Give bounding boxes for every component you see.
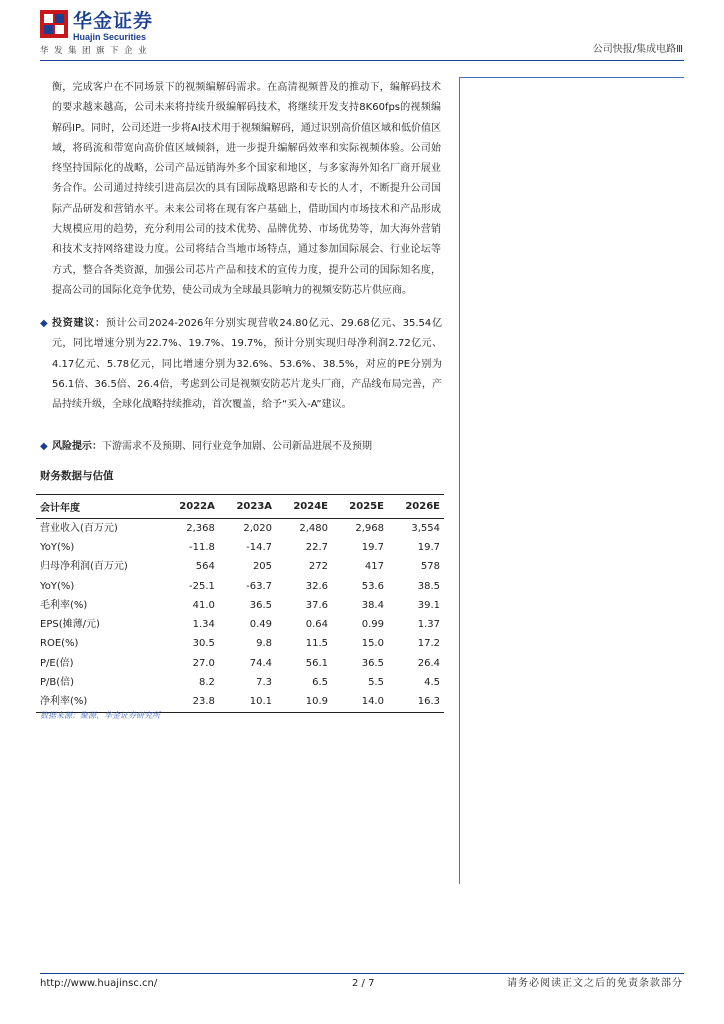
row-label-cell: YoY(%) bbox=[40, 541, 75, 553]
value-cell: 36.5 bbox=[361, 657, 384, 669]
value-cell: 15.0 bbox=[361, 638, 384, 650]
table-row bbox=[36, 635, 444, 654]
disclaimer-note: 请务必阅读正文之后的免责条款部分 bbox=[507, 978, 683, 989]
table-row bbox=[36, 558, 444, 577]
header-cell: 会计年度 bbox=[36, 495, 162, 519]
risk-warning bbox=[40, 437, 442, 457]
company-logo bbox=[40, 10, 170, 44]
value-cell: 8.2 bbox=[198, 677, 215, 689]
value-cell: 39.1 bbox=[417, 599, 440, 611]
header-cell: 2024E bbox=[276, 495, 332, 519]
huajin-logo-icon bbox=[40, 10, 68, 38]
value-cell: 38.5 bbox=[417, 580, 440, 592]
invest-text: 预计公司2024-2026年分别实现营收24.80亿元、29.68亿元、35.54亿元，同比增速分别为22.7%、19.7%、19.7%，预计分别实现归母净利润2.72亿元、4.17亿元、5.78亿元，同比增速分别为32.6%、53.6%、38.5%，对应的PE分别为56.1倍、36.5倍、26.4倍，考虑到公司是视频安防芯片龙头厂商，产品线布局完善，产品持续升级，全球化战略持续推动，首次覆盖，给予“买入-A”建议。 bbox=[52, 318, 443, 411]
value-cell: -63.7 bbox=[246, 580, 273, 592]
table-row bbox=[36, 519, 444, 539]
row-label-cell: 营业收入(百万元) bbox=[40, 522, 118, 534]
value-cell: 3,554 bbox=[411, 522, 440, 534]
value-cell: 30.5 bbox=[192, 638, 215, 650]
table-row bbox=[36, 596, 444, 615]
value-cell: 5.5 bbox=[368, 677, 384, 689]
value-cell: 2,968 bbox=[355, 522, 384, 534]
value-cell: 36.5 bbox=[249, 599, 273, 611]
sidebar-top-border bbox=[459, 77, 684, 78]
row-label-cell: P/E(倍) bbox=[40, 657, 74, 669]
value-cell: 578 bbox=[420, 561, 440, 573]
value-cell: 2,368 bbox=[186, 522, 215, 534]
value-cell: 14.0 bbox=[332, 693, 388, 713]
value-cell: 564 bbox=[195, 561, 215, 573]
header-cell: 2022A bbox=[162, 495, 219, 519]
body-paragraph: 衡，完成客户在不同场景下的视频编解码需求。在高清视频普及的推动下，编解码技术的要求越来越高，公司未来将持续升级编解码技术，将继续开发支持8K60fps的视频编解码IP。同时，公司还进一步将AI技术用于视频编解码，通过识别高价值区域和低价值区域，将码流和带宽向高价值区域倾斜，进一步提升编解码效率和实际视频体验。公司始终坚持国际化的战略，公司产品远销海外多个国家和地区，与多家海外知名厂商开展业务合作。公司通过持续引进高层次的具有国际战略思路和专长的人才，不断提升公司国际产品研发和营销水平。未来公司将在现有客户基础上，借助国内市场技术和产品形成大规模应用的趋势，充分利用公司的技术优势、品牌优势、市场优势等，加大海外营销和技术支持网络建设力度。公司将结合当地市场特点，通过参加国际展会、行业论坛等方式，整合各类资源，加强公司芯片产品和技术的宣传力度，提升公司的国际知名度，提高公司的国际化竞争优势，使公司成为全球最具影响力的视频安防芯片供应商。 bbox=[52, 82, 441, 296]
table-row bbox=[36, 673, 444, 692]
logo-en-text: Huajin Securities bbox=[73, 32, 147, 42]
value-cell: 23.8 bbox=[162, 693, 219, 713]
value-cell: 0.99 bbox=[361, 619, 384, 631]
risk-label: 风险提示： bbox=[52, 441, 102, 452]
page-number: 2 / 7 bbox=[352, 978, 375, 989]
investment-advice bbox=[40, 314, 442, 415]
data-source: 数据来源：聚源、华金证券研究所 bbox=[40, 711, 160, 720]
value-cell: 32.6 bbox=[305, 580, 328, 592]
value-cell: 7.3 bbox=[256, 677, 273, 689]
footer-url[interactable]: http://www.huajinsc.cn/ bbox=[40, 978, 158, 989]
value-cell: 27.0 bbox=[192, 657, 215, 669]
value-cell: 38.4 bbox=[361, 599, 384, 611]
value-cell: 19.7 bbox=[361, 541, 384, 553]
value-cell: 272 bbox=[308, 561, 328, 573]
logo-cn-text: 华金证券 bbox=[73, 10, 154, 32]
table-row bbox=[36, 693, 444, 713]
value-cell: 4.5 bbox=[424, 677, 440, 689]
invest-label: 投资建议： bbox=[52, 318, 106, 329]
value-cell: 10.1 bbox=[219, 693, 276, 713]
sidebar-divider bbox=[459, 78, 460, 884]
value-cell: 22.7 bbox=[305, 541, 328, 553]
value-cell: 1.34 bbox=[192, 619, 215, 631]
header-cell: 2026E bbox=[388, 495, 444, 519]
value-cell: 19.7 bbox=[417, 541, 440, 553]
value-cell: 0.49 bbox=[249, 619, 273, 631]
diamond-bullet-icon: ◆ bbox=[40, 318, 48, 329]
header-cell: 2023A bbox=[219, 495, 276, 519]
row-label-cell: ROE(%) bbox=[40, 638, 79, 650]
value-cell: 205 bbox=[252, 561, 273, 573]
value-cell: 16.3 bbox=[388, 693, 444, 713]
value-cell: 2,020 bbox=[243, 522, 273, 534]
financial-table bbox=[36, 494, 444, 713]
table-header-row bbox=[36, 495, 444, 519]
value-cell: 53.6 bbox=[361, 580, 384, 592]
risk-text: 下游需求不及预期、同行业竞争加剧、公司新品进展不及预期 bbox=[102, 441, 372, 452]
value-cell: 1.37 bbox=[417, 619, 440, 631]
table-title: 财务数据与估值 bbox=[40, 470, 114, 482]
value-cell: 26.4 bbox=[417, 657, 440, 669]
value-cell: -14.7 bbox=[246, 541, 273, 553]
value-cell: 11.5 bbox=[305, 638, 328, 650]
value-cell: -11.8 bbox=[188, 541, 215, 553]
slogan: 华发集团旗下企业 bbox=[40, 46, 153, 56]
header-cell: 2025E bbox=[332, 495, 388, 519]
report-category: 公司快报/集成电路Ⅲ bbox=[592, 44, 683, 55]
value-cell: 41.0 bbox=[192, 599, 215, 611]
diamond-bullet-icon: ◆ bbox=[40, 441, 48, 452]
row-label-cell: EPS(摊薄/元) bbox=[40, 619, 100, 631]
footer-divider bbox=[40, 973, 684, 974]
row-label-cell: P/B(倍) bbox=[40, 677, 75, 689]
row-label-cell: 净利率(%) bbox=[36, 693, 162, 713]
value-cell: 37.6 bbox=[305, 599, 328, 611]
row-label-cell: YoY(%) bbox=[40, 580, 75, 592]
value-cell: 6.5 bbox=[312, 677, 328, 689]
table-row bbox=[36, 538, 444, 557]
table-row bbox=[36, 615, 444, 634]
value-cell: 17.2 bbox=[417, 638, 440, 650]
table-row bbox=[36, 577, 444, 596]
value-cell: 10.9 bbox=[276, 693, 332, 713]
value-cell: 0.64 bbox=[305, 619, 328, 631]
value-cell: 9.8 bbox=[256, 638, 273, 650]
row-label-cell: 归母净利润(百万元) bbox=[40, 561, 128, 573]
table-row bbox=[36, 654, 444, 673]
value-cell: 56.1 bbox=[305, 657, 328, 669]
value-cell: 74.4 bbox=[249, 657, 273, 669]
value-cell: 417 bbox=[364, 561, 384, 573]
value-cell: 2,480 bbox=[299, 522, 328, 534]
row-label-cell: 毛利率(%) bbox=[40, 599, 88, 611]
value-cell: -25.1 bbox=[188, 580, 215, 592]
header-divider bbox=[40, 60, 684, 61]
